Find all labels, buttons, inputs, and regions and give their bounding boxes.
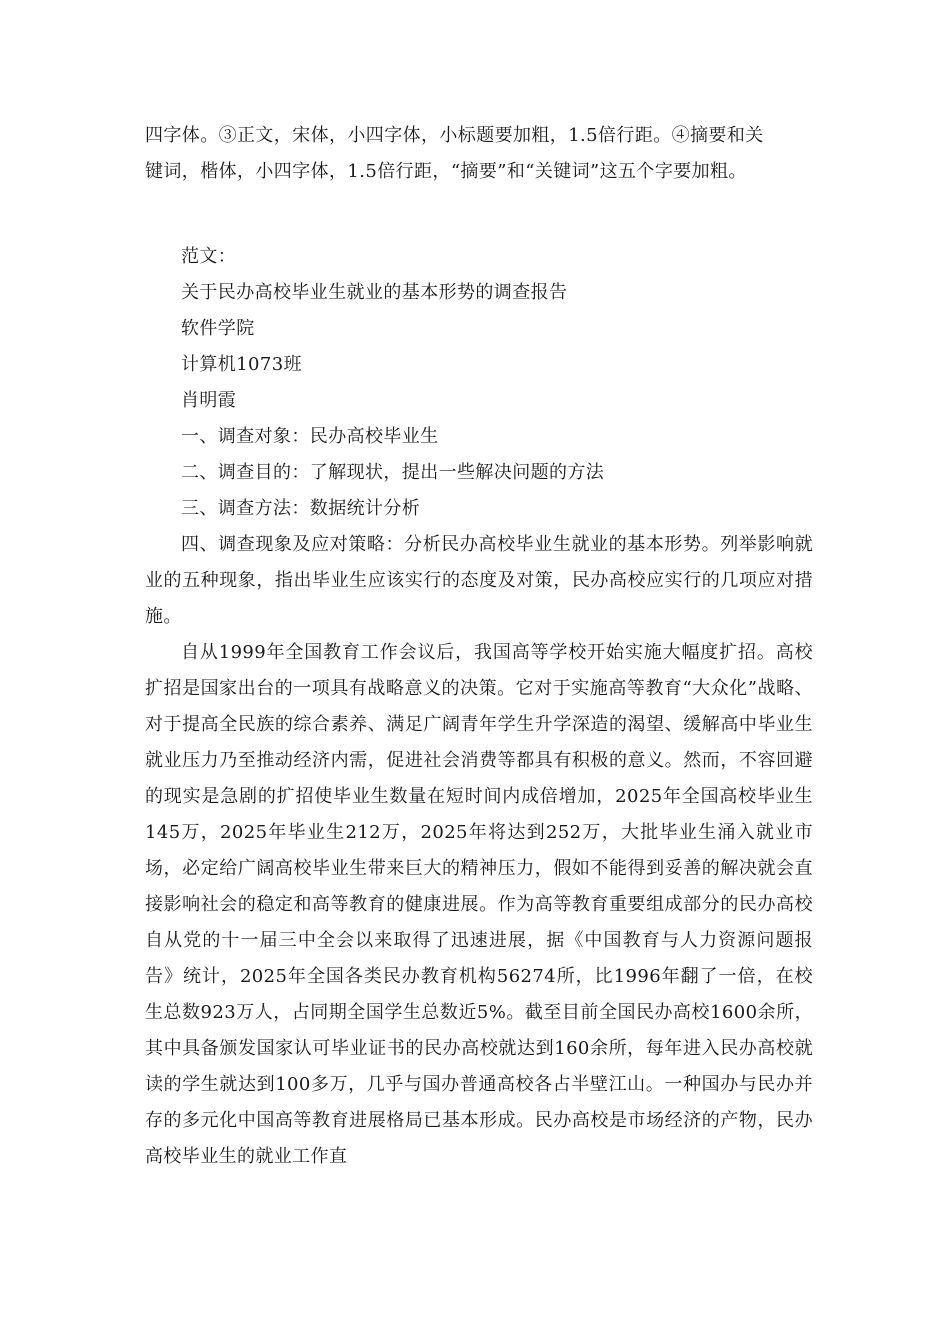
author-name: 肖明霞 (181, 390, 237, 411)
intro-line-1: 四字体。③正文，宋体，小四字体，小标题要加粗，1.5倍行距。④摘要和关 (145, 125, 764, 146)
sample-label: 范文： (181, 246, 237, 267)
section-gap (145, 190, 813, 239)
intro-line-2: 键词，楷体，小四字体，1.5倍行距，“摘要”和“关键词”这五个字要加粗。 (145, 161, 747, 182)
survey-purpose: 二、调查目的：了解现状，提出一些解决问题的方法 (181, 462, 605, 483)
class-name: 计算机1073班 (181, 354, 303, 375)
school-name: 软件学院 (181, 318, 255, 339)
survey-strategy-paragraph: 四、调查现象及应对策略：分析民办高校毕业生就业的基本形势。列举影响就业的五种现象，指出毕业生应该实行的态度及对策，民办高校应实行的几项应对措施。 (145, 534, 813, 627)
body-paragraph: 自从1999年全国教育工作会议后，我国高等学校开始实施大幅度扩招。高校扩招是国家出台的一项具有战略意义的决策。它对于实施高等教育“大众化”战略、对于提高全民族的综合素养、满足广阔青年学生升学深造的渴望、缓解高中毕业生就业压力乃至推动经济内需，促进社会消费等都具有积极的意义。然而，不容回避的现实是急剧的扩招使毕业生数量在短时间内成倍增加，2025年全国高校毕业生145万，2025年毕业生212万，2025年将达到252万，大批毕业生涌入就业市场，必定给广阔高校毕业生带来巨大的精神压力，假如不能得到妥善的解决就会直接影响社会的稳定和高等教育的健康进展。作为高等教育重要组成部分的民办高校自从党的十一届三中全会以来取得了迅速进展，据《中国教育与人力资源问题报告》统计，2025年全国各类民办教育机构56274所，比1996年翻了一倍，在校生总数923万人，占同期全国学生总数近5%。截至目前全国民办高校1600余所，其中具备颁发国家认可毕业证书的民办高校就达到160余所，每年进入民办高校就读的学生就达到100多万，几乎与国办普通高校各占半壁江山。一种国办与民办并存的多元化中国高等教育进展格局已基本形成。民办高校是市场经济的产物，民办高校毕业生的就业工作直 (145, 642, 813, 1167)
survey-object: 一、调查对象：民办高校毕业生 (181, 426, 439, 447)
survey-method: 三、调查方法：数据统计分析 (181, 498, 421, 519)
document-page (145, 118, 813, 1175)
report-title: 关于民办高校毕业生就业的基本形势的调查报告 (181, 282, 568, 303)
